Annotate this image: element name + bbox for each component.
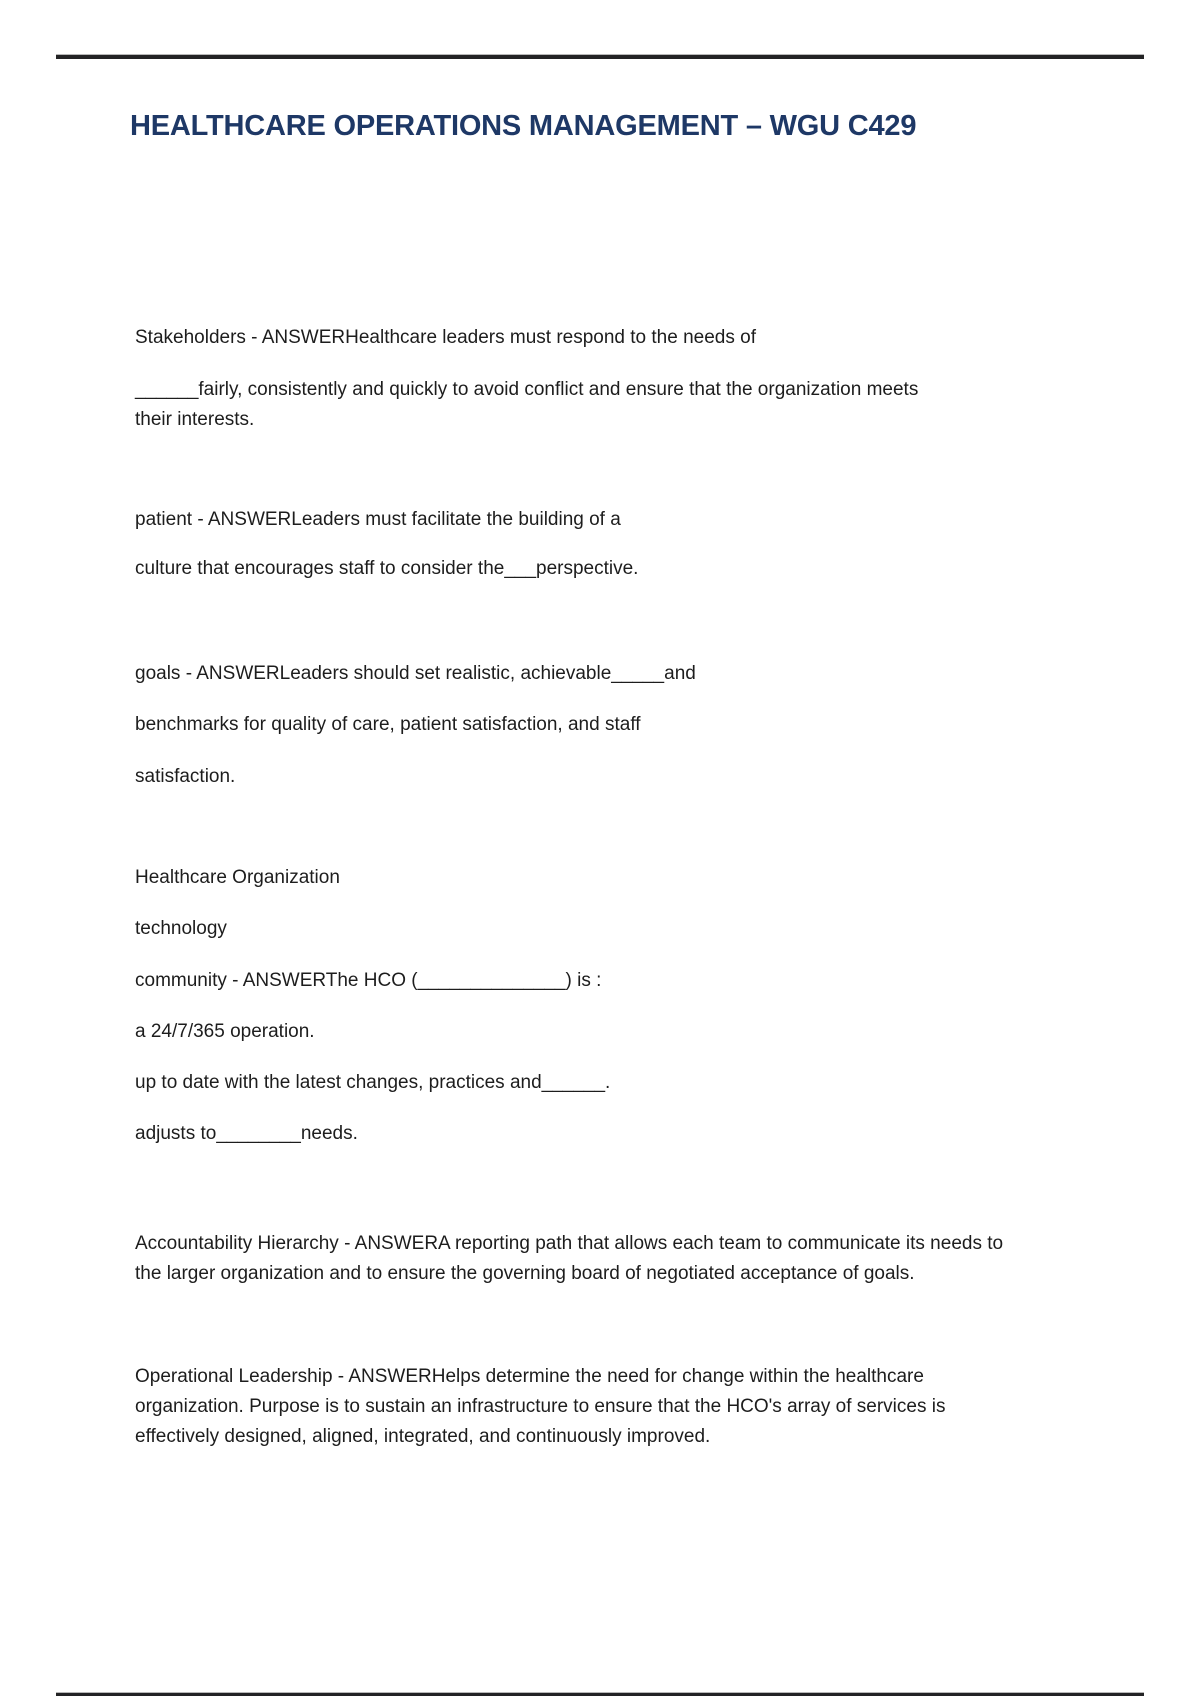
line-community-hco: community - ANSWERThe HCO (______________) is : — [135, 970, 602, 991]
line-adjusts-to-needs: adjusts to________needs. — [135, 1123, 358, 1144]
line-benchmarks: benchmarks for quality of care, patient satisfaction, and staff — [135, 714, 641, 735]
bottom-rule — [56, 1693, 1144, 1696]
line-accountability-2: the larger organization and to ensure the governing board of negotiated acceptance of goals. — [135, 1263, 915, 1284]
line-healthcare-organization: Healthcare Organization — [135, 867, 340, 888]
top-rule — [56, 55, 1144, 59]
line-stakeholders: Stakeholders - ANSWERHealthcare leaders must respond to the needs of — [135, 327, 756, 348]
line-goals: goals - ANSWERLeaders should set realistic, achievable_____and — [135, 663, 696, 684]
line-blank-fairly: ______fairly, consistently and quickly to avoid conflict and ensure that the organization meets — [135, 379, 919, 400]
document-title: HEALTHCARE OPERATIONS MANAGEMENT – WGU C429 — [130, 110, 917, 142]
line-accountability-1: Accountability Hierarchy - ANSWERA reporting path that allows each team to communicate its needs to — [135, 1233, 1004, 1254]
line-satisfaction: satisfaction. — [135, 766, 236, 787]
line-operational-2: organization. Purpose is to sustain an infrastructure to ensure that the HCO's array of services is — [135, 1396, 946, 1417]
line-operational-3: effectively designed, aligned, integrated, and continuously improved. — [135, 1426, 711, 1447]
line-operation-247: a 24/7/365 operation. — [135, 1021, 315, 1042]
line-up-to-date: up to date with the latest changes, practices and______. — [135, 1072, 611, 1093]
line-their-interests: their interests. — [135, 409, 255, 430]
line-technology: technology — [135, 918, 227, 939]
line-culture-perspective: culture that encourages staff to consider the___perspective. — [135, 558, 639, 579]
line-patient: patient - ANSWERLeaders must facilitate the building of a — [135, 509, 621, 530]
line-operational-1: Operational Leadership - ANSWERHelps determine the need for change within the healthcare — [135, 1366, 924, 1387]
